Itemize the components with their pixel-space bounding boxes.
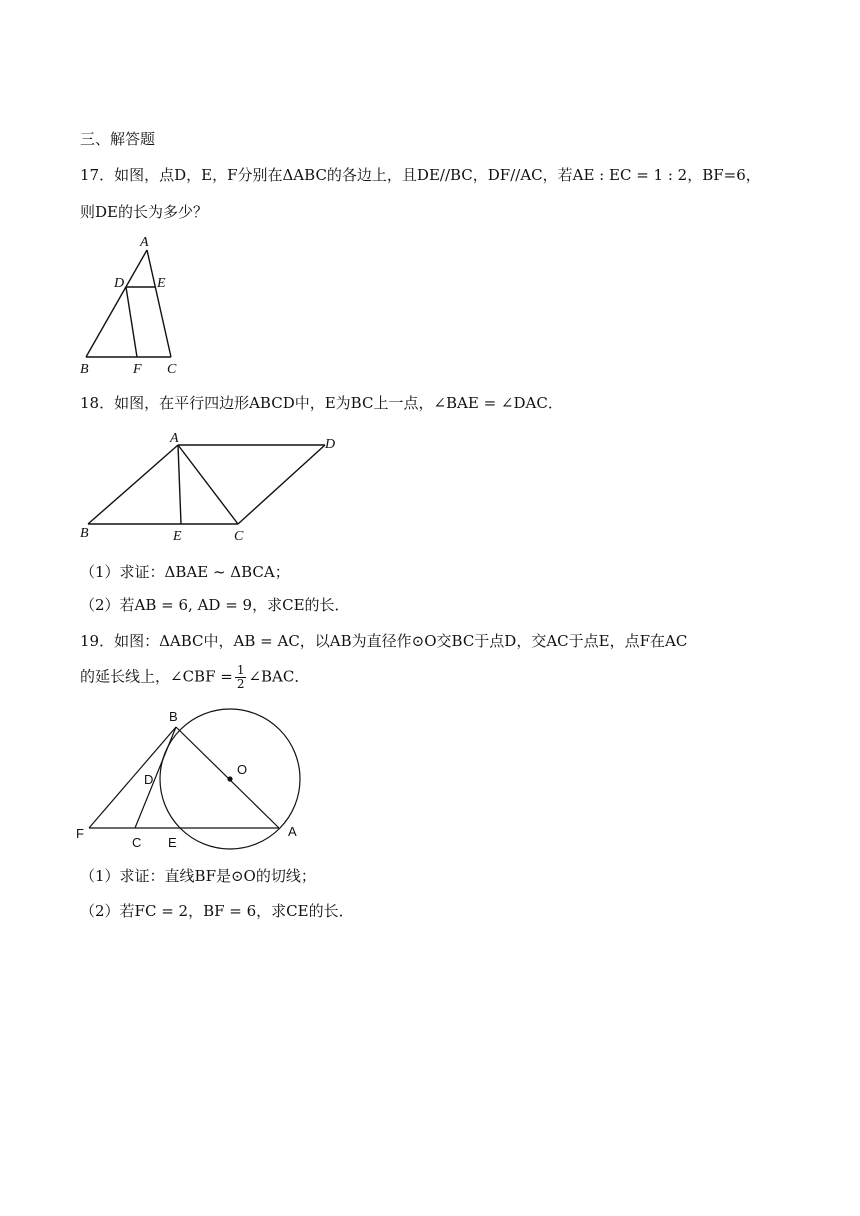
q19-stem-line2 <box>80 664 309 691</box>
q17-label-c: C <box>167 362 177 377</box>
q19-part1: （1）求证：直线BF是⊙O的切线； <box>80 867 316 885</box>
q17-label-d: D <box>114 276 125 291</box>
q17-label-b: B <box>80 362 89 377</box>
q18-label-b: B <box>80 526 89 541</box>
q19-label-d: D <box>144 772 154 787</box>
q18-label-e: E <box>173 529 182 544</box>
q19-label-o: O <box>237 762 248 777</box>
q18-part2: （2）若AB = 6, AD = 9，求CE的长． <box>80 596 350 614</box>
q19-line2-part-b: ∠BAC． <box>248 667 310 686</box>
q19-label-b: B <box>169 709 178 724</box>
q17-stem-line2: 则DE的长为多少？ <box>80 203 208 221</box>
q17-label-a: A <box>140 235 149 250</box>
q19-label-a: A <box>288 824 297 839</box>
q18-stem: 18．如图，在平行四边形ABCD中，E为BC上一点，∠BAE = ∠DAC． <box>80 394 563 412</box>
q19-part2: （2）若FC = 2，BF = 6，求CE的长． <box>80 902 354 920</box>
q19-fraction <box>235 664 247 691</box>
q19-label-c: C <box>132 835 142 850</box>
q19-stem-line1: 19．如图：ΔABC中，AB = AC，以AB为直径作⊙O交BC于点D，交AC于点E，点F在AC <box>80 632 688 650</box>
q17-figure <box>78 233 198 378</box>
q18-label-d: D <box>325 437 336 452</box>
q19-center-point <box>227 776 232 781</box>
q17-stem-line1: 17．如图，点D，E，F分别在ΔABC的各边上，且DE//BC，DF//AC，若AE : EC = 1 : 2，BF=6， <box>80 166 761 184</box>
q19-label-e: E <box>168 835 177 850</box>
q19-figure <box>74 705 314 855</box>
q19-label-f: F <box>76 826 84 841</box>
section-title: 三、解答题 <box>80 130 156 148</box>
q18-label-c: C <box>234 529 244 544</box>
q18-part1: （1）求证：ΔBAE ~ ΔBCA； <box>80 563 290 581</box>
q19-fraction-numerator: 1 <box>236 663 245 677</box>
q18-figure <box>78 428 348 543</box>
q17-label-f: F <box>133 362 142 377</box>
q19-fraction-denominator: 2 <box>236 677 245 691</box>
q18-label-a: A <box>170 431 179 446</box>
q19-line2-part-a: 的延长线上，∠CBF = <box>80 667 233 686</box>
q17-label-e: E <box>157 276 166 291</box>
